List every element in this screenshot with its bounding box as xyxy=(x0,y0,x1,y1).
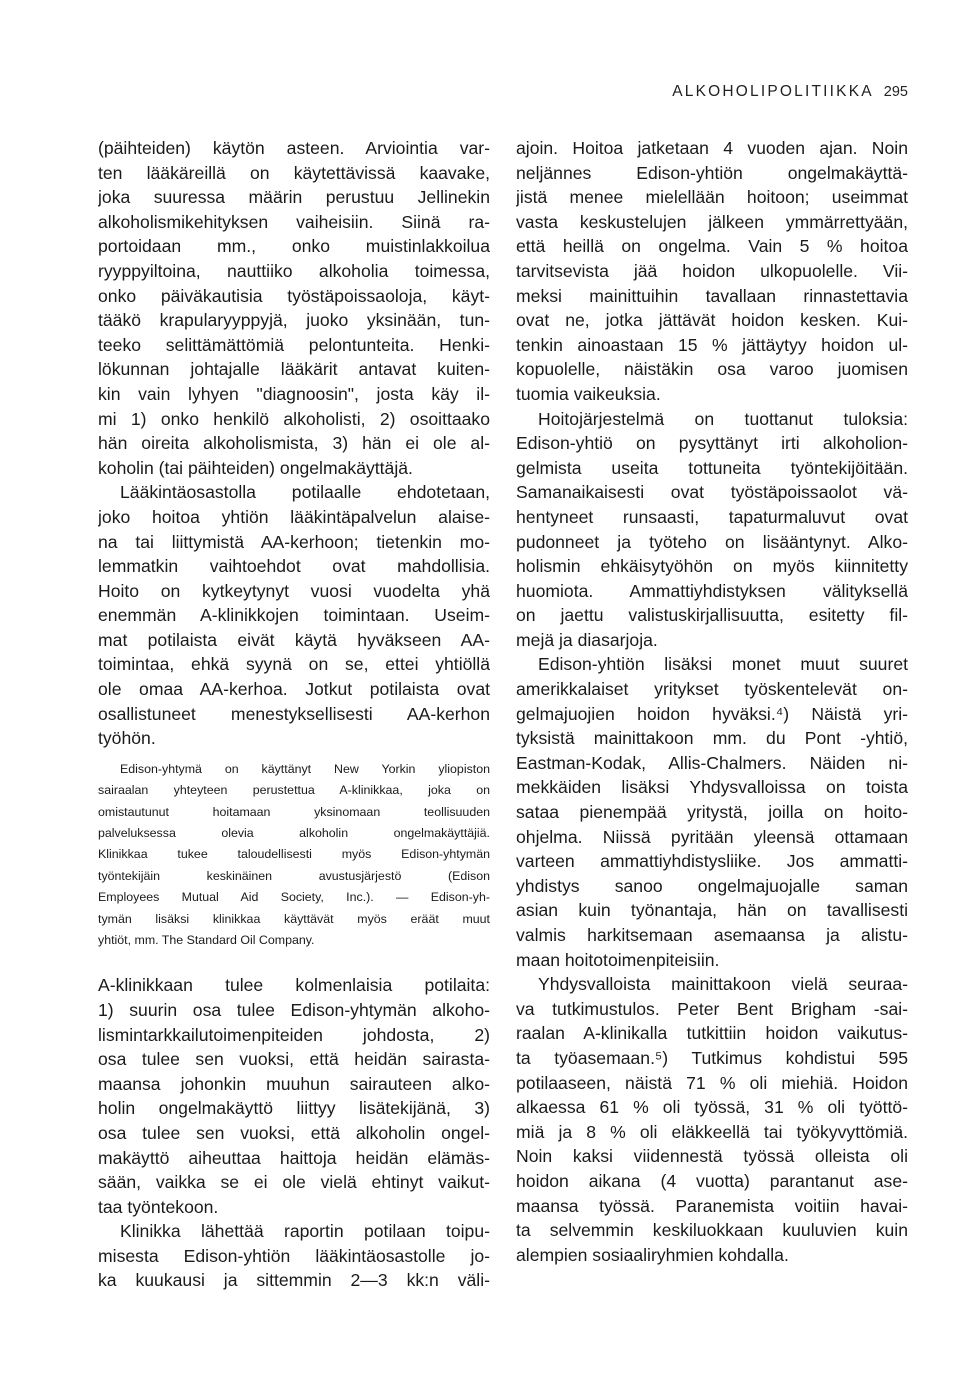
text-line: alempien sosiaaliryhmien kohdalla. xyxy=(516,1244,789,1265)
paragraph xyxy=(516,972,908,1267)
paragraph xyxy=(98,136,490,480)
running-header xyxy=(672,83,908,101)
paragraph xyxy=(516,136,908,407)
text-line: Edison-yhtiön lisäksi monet muut suuret xyxy=(538,654,908,675)
text-line: holismin ehkäisytyöhön on myös kiinnitetty xyxy=(516,556,908,577)
text-line: lemmatkin vaihtoehdot ovat mahdollisia. xyxy=(98,556,490,577)
text-line: vasta keskustelujen jälkeen ymmärrettyään, xyxy=(516,211,908,232)
paragraph xyxy=(516,652,908,972)
right-column xyxy=(516,136,908,1267)
text-line: Samanaikaisesti ovat työstäpoissaolot vä- xyxy=(516,482,908,503)
text-line: koholin (tai päihteiden) ongelmakäyttäjä. xyxy=(98,457,413,478)
text-line: taa työntekoon. xyxy=(98,1196,219,1217)
text-line: varteen ammattiyhdistysliike. Jos ammatti- xyxy=(516,851,908,872)
text-line: Eastman-Kodak, Allis-Chalmers. Näiden ni- xyxy=(516,752,908,773)
text-line: tenkin ainoastaan 15 % jättäytyy hoidon ul- xyxy=(516,334,908,355)
text-line: työntekijäin keskinäinen avustusjärjestö (Edison xyxy=(98,868,490,883)
text-line: raalan A-klinikalla tutkittiin hoidon vaikutus- xyxy=(516,1023,908,1044)
paragraph xyxy=(98,1219,490,1293)
text-line: ta selvemmin keskiluokkaan kuuluvien kuin xyxy=(516,1220,908,1241)
text-line: onko päiväkautisia työstäpoissaoloja, käyt- xyxy=(98,285,490,306)
text-line: sairaalan yhteyteen perustettua A-klinikkaa, joka on xyxy=(98,783,490,798)
header-title: ALKOHOLIPOLITIIKKA xyxy=(672,83,874,100)
page-number: 295 xyxy=(883,84,908,100)
text-line: va tutkimustulos. Peter Bent Brigham -sai- xyxy=(516,998,908,1019)
text-line: gelmista useita tottuneita työntekijöitään. xyxy=(516,457,908,478)
text-line: maan hoitotoimenpiteisiin. xyxy=(516,949,720,970)
text-line: hän oireita alkoholismista, 3) hän ei ole al- xyxy=(98,433,490,454)
text-line: portoidaan mm., onko muistinlakkoilua xyxy=(98,236,490,257)
text-line: on jaettu valistuskirjallisuutta, esitetty fil- xyxy=(516,605,908,626)
text-line: Employees Mutual Aid Society, Inc.). — Edison-yh- xyxy=(98,890,490,905)
text-line: mi 1) onko henkilö alkoholisti, 2) osoittaako xyxy=(98,408,490,429)
paragraph xyxy=(98,480,490,751)
text-line: lökunnan johtajalle lääkärit antavat kuiten- xyxy=(98,359,490,380)
text-line: Yhdysvalloista mainittakoon vielä seuraa- xyxy=(538,974,908,995)
text-line: ovat ne, jotka jättävät hoidon kesken. Kui- xyxy=(516,310,908,331)
left-column xyxy=(98,136,490,1293)
text-line: Hoito on kytkeytynyt vuosi vuodelta yhä xyxy=(98,580,490,601)
text-line: osallistuneet menestyksellisesti AA-kerhon xyxy=(98,703,490,724)
text-line: tarvitsevista jää hoidon ulkopuolelle. Vii- xyxy=(516,260,908,281)
text-line: ten lääkäreillä on käytettävissä kaavake, xyxy=(98,162,490,183)
text-line: Klinikkaa tukee taloudellisesti myös Edison-yhtymän xyxy=(98,847,490,862)
text-line: na tai liittymistä AA-kerhoon; tietenkin mo- xyxy=(98,531,490,552)
text-line: asian kuin työnantaja, hän on tavallisesti xyxy=(516,900,908,921)
text-line: alkoholismikehityksen vaiheisiin. Siinä ra- xyxy=(98,211,490,232)
text-line: pudonneet ja työteho on lisääntynyt. Alko- xyxy=(516,531,908,552)
text-line: maansa työssä. Paranemista voitiin havai- xyxy=(516,1195,908,1216)
text-line: potilaaseen, näistä 71 % oli miehiä. Hoidon xyxy=(516,1072,908,1093)
text-line: gelmajuojien hoidon hyväksi.⁴) Näistä yri- xyxy=(516,703,908,724)
text-line: Hoitojärjestelmä on tuottanut tuloksia: xyxy=(538,408,908,429)
text-line: sataa pienempää yritystä, joilla on hoito- xyxy=(516,802,908,823)
text-line: omistautunut hoitamaan yksinomaan teollisuuden xyxy=(98,804,490,819)
text-line: ole omaa AA-kerhoa. Jotkut potilaista ovat xyxy=(98,679,490,700)
text-line: mejä ja diasarjoja. xyxy=(516,629,658,650)
text-line: yhtiöt, mm. The Standard Oil Company. xyxy=(98,932,315,947)
text-line: kopuolelle, näistäkin osa varoo juomisen xyxy=(516,359,908,380)
text-line: huomiota. Ammattiyhdistyksen välityksellä xyxy=(516,580,908,601)
text-line: hentyneet runsaasti, tapaturmaluvut ovat xyxy=(516,506,908,527)
text-line: ryyppyiltoina, nauttiiko alkoholia toimessa, xyxy=(98,260,490,281)
text-line: osa tulee sen vuoksi, että alkoholin ongel- xyxy=(98,1122,490,1143)
text-line: ohjelma. Niissä pyritään yleensä ottamaan xyxy=(516,826,908,847)
text-line: yhdistys sanoo ongelmajuojalle saman xyxy=(516,875,908,896)
paragraph xyxy=(98,973,490,1219)
text-line: Edison-yhtymä on käyttänyt New Yorkin yliopiston xyxy=(120,761,490,776)
text-line: amerikkalaiset yritykset työskentelevät on- xyxy=(516,679,908,700)
text-line: Noin kaksi viidennestä työssä olleista oli xyxy=(516,1146,908,1167)
footnote-block xyxy=(98,759,490,952)
text-line: valmis harkitsemaan asemaansa ja alistu- xyxy=(516,925,908,945)
text-line: Edison-yhtiö on pysyttänyt irti alkoholion- xyxy=(516,433,908,454)
text-line: kin vain lyhyen "diagnoosin", josta käy il- xyxy=(98,383,490,404)
text-line: Klinikka lähettää raportin potilaan toipu- xyxy=(120,1221,490,1242)
text-line: enemmän A-klinikkojen toimintaan. Useim- xyxy=(98,605,490,626)
text-line: että heillä on ongelma. Vain 5 % hoitoa xyxy=(516,236,908,257)
text-line: neljännes Edison-yhtiön ongelmakäyttä- xyxy=(516,162,908,183)
text-line: lismintarkkailutoimenpiteiden johdosta, 2) xyxy=(98,1024,490,1045)
text-line: tyksistä mainittakoon mm. du Pont -yhtiö, xyxy=(516,728,908,749)
text-line: miä ja 8 % oli eläkkeellä tai työkyvyttömiä. xyxy=(516,1121,908,1142)
text-line: alkaessa 61 % oli työssä, 31 % oli työttö- xyxy=(516,1097,908,1118)
text-line: joka suuressa määrin perustuu Jellinekin xyxy=(98,187,490,208)
text-line: toimintaa, ehkä syynä on se, ettei yhtiöllä xyxy=(98,654,490,675)
text-line: tääkö krapularyyppyjä, juoko yksinään, tun- xyxy=(98,310,490,331)
text-line: jistä menee mielellään hoitoon; useimmat xyxy=(516,187,908,208)
text-line: 1) suurin osa tulee Edison-yhtymän alkoho- xyxy=(98,999,490,1020)
text-line: meksi mainittuihin tavallaan rinnastettavia xyxy=(516,285,908,306)
text-line: mekkäiden lisäksi Yhdysvalloissa on toista xyxy=(516,777,908,798)
text-line: tymän lisäksi klinikkaa käyttävät myös eräät muut xyxy=(98,911,490,926)
text-line: hoidon aikana (4 vuotta) parantanut ase- xyxy=(516,1170,908,1191)
text-line: joko hoitoa yhtiön lääkintäpalvelun alaise- xyxy=(98,506,490,527)
text-line: tuomia vaikeuksia. xyxy=(516,383,661,404)
text-line: sään, vaikka se ei ole vielä ehtinyt vaikut- xyxy=(98,1172,490,1193)
text-line: (päihteiden) käytön asteen. Arviointia var- xyxy=(98,138,490,158)
text-line: ka kuukausi ja sittemmin 2—3 kk:n väli- xyxy=(98,1270,490,1291)
text-line: työhön. xyxy=(98,728,156,749)
text-line: holin ongelmakäyttö liittyy lisätekijänä, 3) xyxy=(98,1098,490,1119)
text-line: Lääkintäosastolla potilaalle ehdotetaan, xyxy=(120,482,490,503)
text-line: A-klinikkaan tulee kolmenlaisia potilaita: xyxy=(98,975,490,996)
text-line: palveluksessa olevia alkoholin ongelmakäyttäjiä. xyxy=(98,826,490,841)
text-line: teeko selittämättömiä pelontunteita. Henki- xyxy=(98,334,490,355)
text-line: maansa johonkin muuhun sairauteen alko- xyxy=(98,1073,490,1094)
text-line: ta työasemaan.⁵) Tutkimus kohdistui 595 xyxy=(516,1047,908,1068)
text-line: misesta Edison-yhtiön lääkintäosastolle jo- xyxy=(98,1245,490,1266)
text-line: ajoin. Hoitoa jatketaan 4 vuoden ajan. Noin xyxy=(516,138,908,158)
text-line: osa tulee sen vuoksi, että heidän sairasta- xyxy=(98,1049,490,1070)
text-line: makäyttö aiheuttaa haittoja heidän elämäs- xyxy=(98,1147,490,1168)
text-line: mat potilaista eivät käytä hyväkseen AA- xyxy=(98,629,490,650)
paragraph xyxy=(516,407,908,653)
